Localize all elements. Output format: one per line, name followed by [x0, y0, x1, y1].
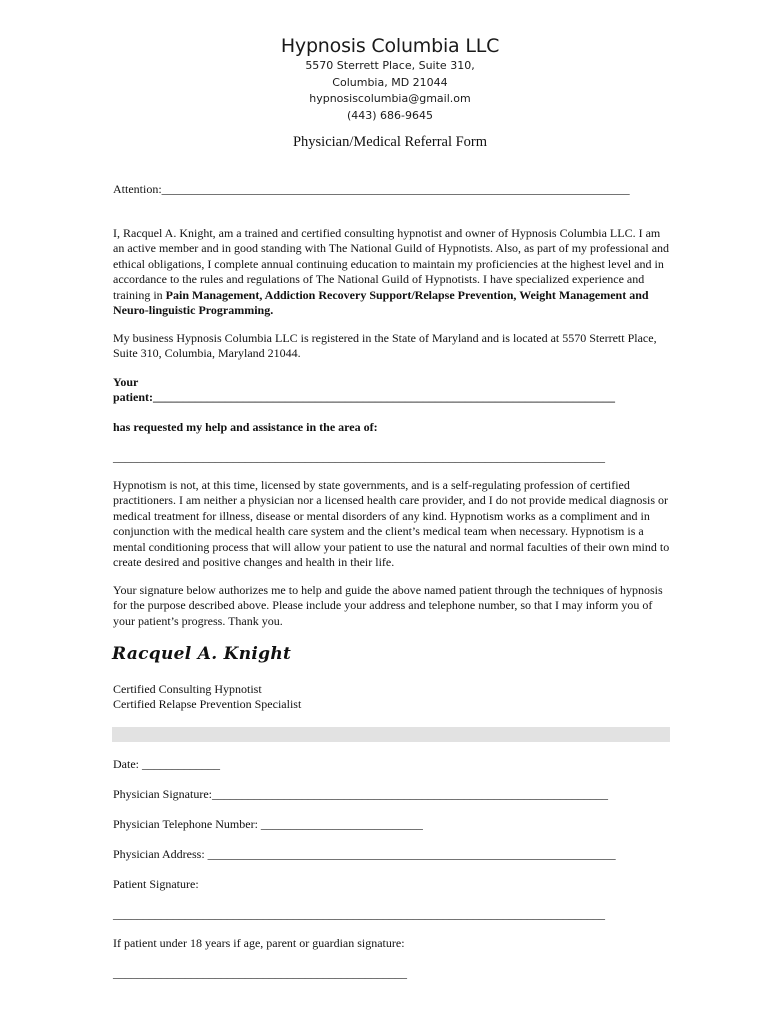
hypnotist-signature: Racquel A. Knight	[112, 644, 292, 664]
patient-label-line1: Your	[113, 375, 139, 389]
physician-signature-field[interactable]: Physician Signature:__________________________________________________________________	[113, 787, 608, 801]
business-text: My business Hypnosis Columbia LLC is registered in the State of Maryland and is located at 5570 Sterrett Place, Suite 310, Columbia, Maryland 21044.	[113, 331, 657, 361]
attention-field[interactable]: Attention:______________________________________________________________________________	[113, 182, 630, 196]
physician-address-field[interactable]: Physician Address: ____________________________________________________________________	[113, 847, 616, 861]
authorization-text: Your signature below authorizes me to help and guide the above named patient through the techniques of hypnosis for the purpose described above. Please include your address and telephone number, so that I may inform you of your patient’s progress. Thank you.	[113, 583, 663, 628]
company-name: Hypnosis Columbia LLC	[280, 35, 500, 57]
intro-paragraph	[113, 226, 673, 318]
intro-text: I, Racquel A. Knight, am a trained and certified consulting hypnotist and owner of Hypnosis Columbia LLC. I am an active member and in good standing with The National Guild of Hypnotists. Also, as part of my professional and ethical obligations, I complete annual continuing education to maintain my proficiencies at the highest level and in accordance to the rules and regulations of The National Guild of Hypnotists. I have specialized experience and training in	[113, 226, 670, 302]
business-paragraph	[113, 331, 673, 362]
patient-field[interactable]	[113, 375, 673, 406]
section-divider-bar	[112, 727, 670, 742]
title-relapse-prevention: Certified Relapse Prevention Specialist	[113, 697, 302, 711]
physician-phone-field[interactable]: Physician Telephone Number: ___________________________	[113, 817, 423, 831]
phone-line: (443) 686-9645	[346, 108, 434, 122]
patient-signature-label: Patient Signature:	[113, 877, 199, 891]
title-consulting-hypnotist: Certified Consulting Hypnotist	[113, 682, 262, 696]
date-field[interactable]: Date: _____________	[113, 757, 220, 771]
authorization-paragraph	[113, 583, 673, 629]
request-label: has requested my help and assistance in the area of:	[113, 420, 378, 434]
hypnotism-text: Hypnotism is not, at this time, licensed by state governments, and is a self-regulating profession of certified practitioners. I am neither a physician nor a licensed health care provider, and I do not provide medical diagnosis or medical treatment for illness, disease or mental disorders of any kind. Hypnotism works as a compliment and in conjunction with the medical health care system and the client’s medical team when necessary. Hypnotism is a mental conditioning process that will allow your patient to use the natural and normal faculties of their own mind to create desired and positive changes and health in their life.	[113, 478, 670, 570]
address-line-1: 5570 Sterrett Place, Suite 310,	[305, 59, 475, 72]
patient-label-line2[interactable]: patient:_____________________________________________________________________________	[113, 390, 615, 405]
form-title: Physician/Medical Referral Form	[292, 134, 488, 150]
intro-specialties: Pain Management, Addiction Recovery Support/Relapse Prevention, Weight Management and Neuro-linguistic Programming.	[113, 287, 649, 318]
email-line: hypnosiscolumbia@gmail.om	[309, 92, 471, 105]
guardian-signature-label: If patient under 18 years if age, parent or guardian signature:	[113, 936, 405, 950]
patient-signature-line[interactable]: __________________________________________________________________________________	[113, 907, 605, 921]
hypnotism-paragraph	[113, 478, 673, 570]
letterhead	[0, 34, 770, 124]
address-line-2: Columbia, MD 21044	[332, 75, 448, 89]
guardian-signature-line[interactable]: _________________________________________________	[113, 966, 407, 980]
area-of-assistance-line[interactable]: __________________________________________________________________________________	[113, 450, 605, 464]
